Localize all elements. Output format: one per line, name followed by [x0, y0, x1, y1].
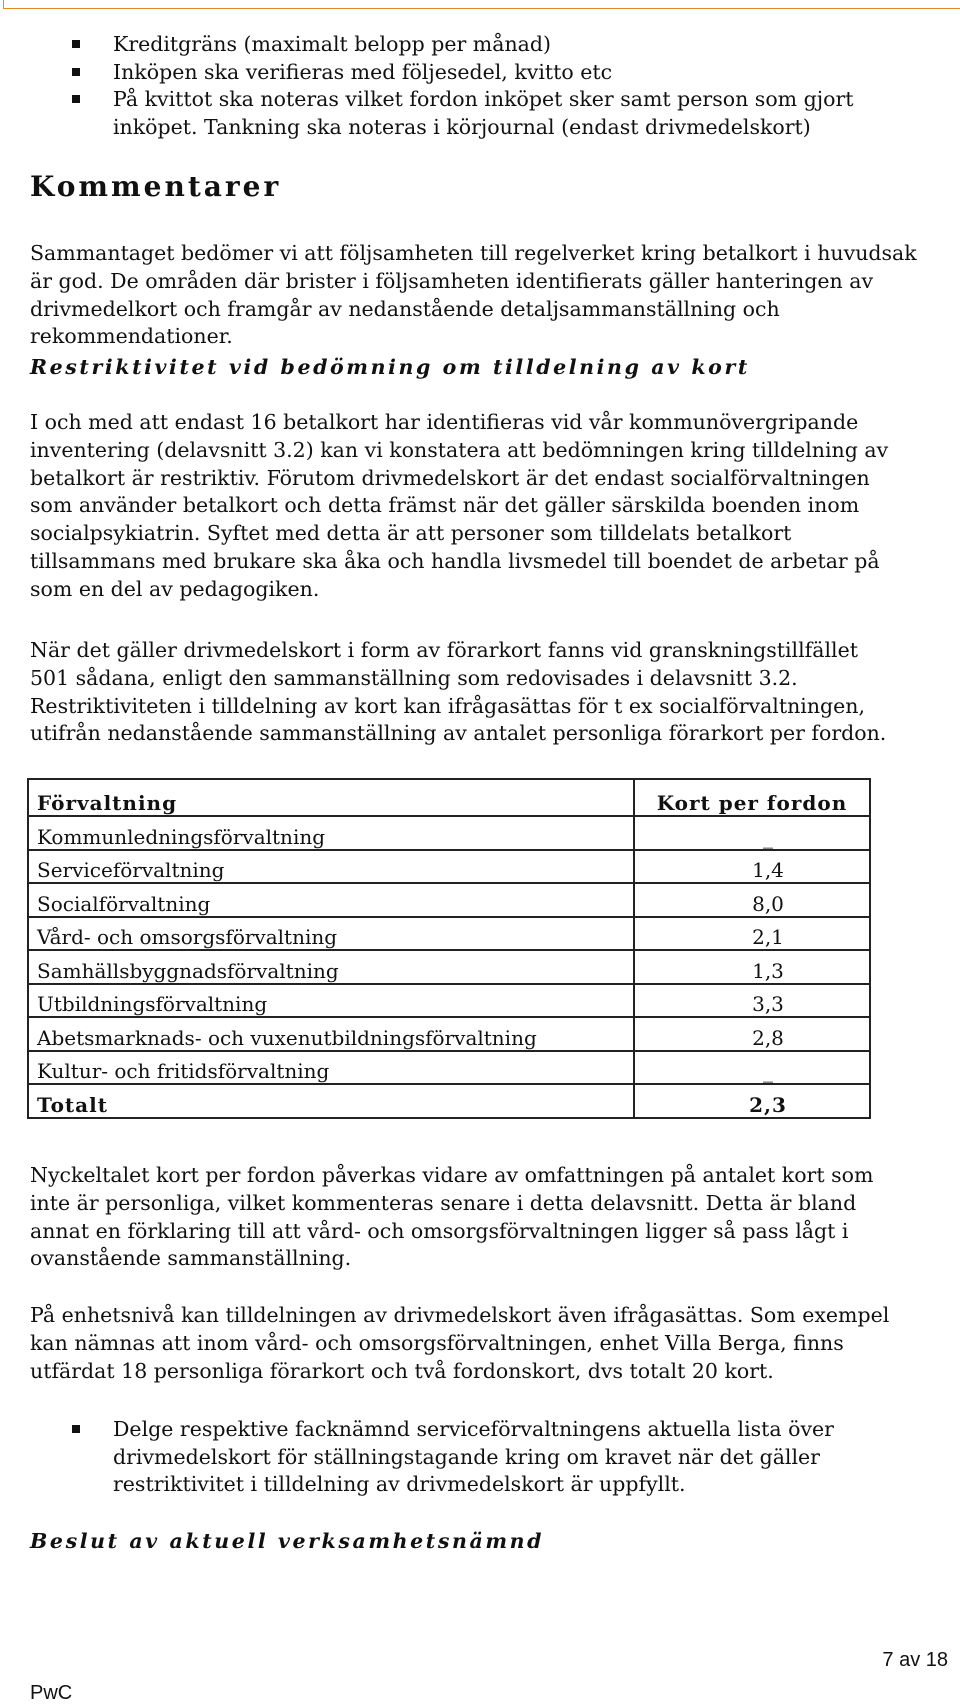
list-item: Inköpen ska verifieras med följesedel, kvitto etc	[72, 59, 942, 87]
comments-heading: Kommentarer	[30, 170, 282, 203]
page-corner-mark	[3, 0, 960, 9]
table-row: Kultur- och fritidsförvaltning _	[28, 1051, 870, 1085]
table-total-row: Totalt 2,3	[28, 1084, 870, 1118]
restrictiveness-heading: Restriktivitet vid bedömning om tilldelning av kort	[30, 355, 750, 379]
cards-per-vehicle-table	[27, 778, 871, 1119]
table-row: Vård- och omsorgsförvaltning 2,1	[28, 917, 870, 951]
table-row: Kommunledningsförvaltning _	[28, 816, 870, 850]
fuel-card-paragraph: När det gäller drivmedelskort i form av förarkort fanns vid granskningstillfället 501 sådana, enligt den sammanställning som redovisades i delavsnitt 3.2. Restriktiviteten i tilldelning av kort kan ifrågasättas för t ex socialförvaltningen, utifrån nedanstående sammanställning av antalet personliga förarkort per fordon.	[30, 638, 887, 746]
list-item: På kvittot ska noteras vilket fordon inköpet sker samt person som gjort inköpet. Tankning ska noteras i körjournal (endast drivmedelskort)	[72, 86, 942, 141]
list-item: Delge respektive facknämnd serviceförvaltningens aktuella lista över drivmedelskort för ställningstagande kring om kravet när det gäller restriktivitet i tilldelning av drivmedelskort är uppfyllt.	[72, 1416, 942, 1499]
decision-heading: Beslut av aktuell verksamhetsnämnd	[30, 1529, 545, 1553]
table-row: Utbildningsförvaltning 3,3	[28, 984, 870, 1018]
square-bullet-icon	[72, 1425, 80, 1433]
unit-level-paragraph: På enhetsnivå kan tilldelningen av drivmedelskort även ifrågasättas. Som exempel kan nämnas att inom vård- och omsorgsförvaltningen, enhet Villa Berga, finns utfärdat 18 personliga förarkort och två fordonskort, dvs totalt 20 kort.	[30, 1303, 890, 1383]
footer-brand: PwC	[30, 1682, 73, 1704]
restrictiveness-paragraph: I och med att endast 16 betalkort har identifieras vid vår kommunövergripande inventering (delavsnitt 3.2) kan vi konstatera att bedömningen kring tilldelning av betalkort är restriktiv. Förutom drivmedelskort är det endast socialförvaltningen som använder betalkort och detta främst när det gäller särskilda boenden inom socialpsykiatrin. Syftet med detta är att personer som tilldelats betalkort tillsammans med brukare ska åka och handla livsmedel till boendet de arbetar på som en del av pedagogiken.	[30, 410, 889, 601]
page-number: 7 av 18	[882, 1649, 948, 1671]
table-row: Socialförvaltning 8,0	[28, 883, 870, 917]
square-bullet-icon	[72, 40, 80, 48]
square-bullet-icon	[72, 95, 80, 103]
requirements-bullet-list	[72, 31, 942, 141]
list-item: Kreditgräns (maximalt belopp per månad)	[72, 31, 942, 59]
recommendation-bullet-list	[72, 1416, 942, 1499]
key-figure-paragraph: Nyckeltalet kort per fordon påverkas vidare av omfattningen på antalet kort som inte är personliga, vilket kommenteras senare i detta delavsnitt. Detta är bland annat en förklaring till att vård- och omsorgsförvaltningen ligger så pass lågt i ovanstående sammanställning.	[30, 1163, 874, 1271]
table-header-row	[28, 779, 870, 816]
summary-paragraph: Sammantaget bedömer vi att följsamheten till regelverket kring betalkort i huvudsak är god. De områden där brister i följsamheten identifierats gäller hanteringen av drivmedelkort och framgår av nedanstående detaljsammanställning och rekommendationer.	[30, 241, 917, 349]
table-row: Abetsmarknads- och vuxenutbildningsförvaltning 2,8	[28, 1017, 870, 1051]
table-row: Samhällsbyggnadsförvaltning 1,3	[28, 950, 870, 984]
square-bullet-icon	[72, 68, 80, 76]
column-header-cards-per-vehicle: Kort per fordon	[634, 779, 870, 816]
table-row: Serviceförvaltning 1,4	[28, 850, 870, 884]
column-header-department: Förvaltning	[28, 779, 634, 816]
